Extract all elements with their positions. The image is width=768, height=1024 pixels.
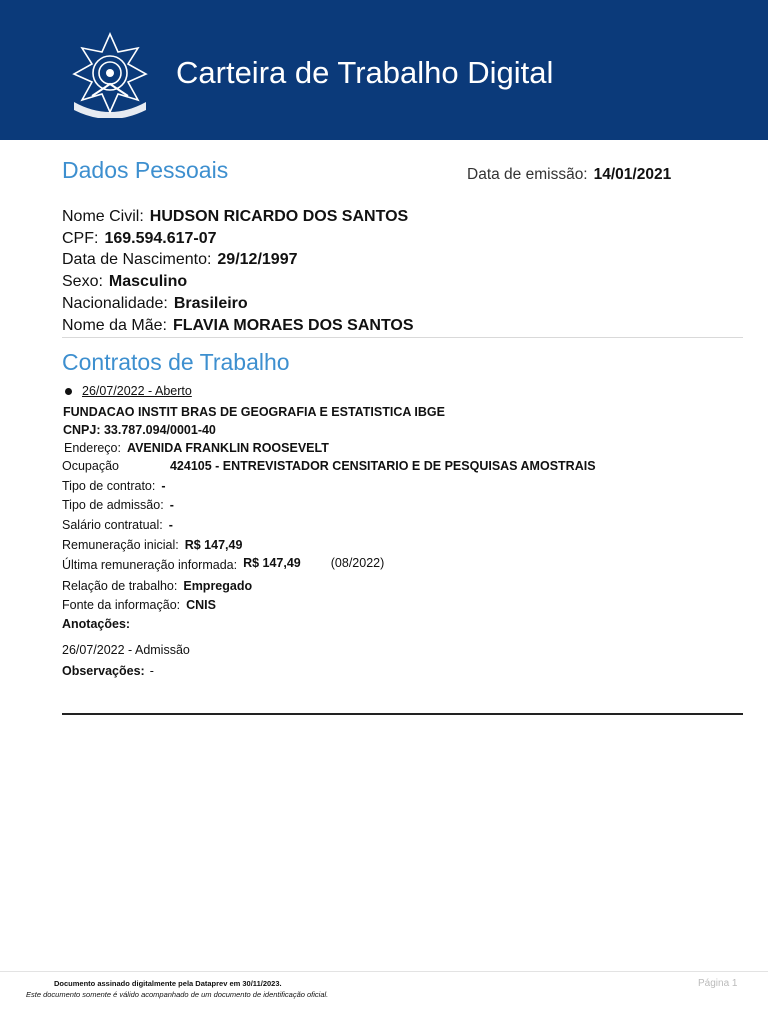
- address-label: Endereço:: [64, 441, 121, 455]
- relation-value: Empregado: [183, 579, 253, 593]
- contract-type-value: -: [161, 479, 166, 493]
- field-label: Nome Civil:: [62, 208, 144, 225]
- observations-label: Observações:: [62, 664, 145, 678]
- section-title-contracts: Contratos de Trabalho: [62, 349, 290, 375]
- section-divider: [62, 337, 743, 338]
- salary-value: -: [168, 518, 173, 532]
- coat-of-arms-icon: [62, 30, 158, 118]
- observations: [62, 664, 154, 678]
- field-birth-date: [62, 251, 297, 269]
- initial-pay-label: Remuneração inicial:: [62, 538, 179, 552]
- initial-pay: [62, 538, 242, 552]
- relation-label: Relação de trabalho:: [62, 579, 178, 593]
- footer-validity-note: Este documento somente é válido acompanhado de um documento de identificação oficial.: [26, 990, 329, 999]
- field-label: Nacionalidade:: [62, 295, 168, 312]
- occupation-label: Ocupação: [62, 459, 119, 473]
- contract-divider: [62, 713, 743, 715]
- last-pay-label: Última remuneração informada:: [62, 558, 238, 572]
- address-value: AVENIDA FRANKLIN ROOSEVELT: [126, 441, 329, 455]
- contract-date-status: 26/07/2022 - Aberto: [82, 384, 192, 398]
- source-label: Fonte da informação:: [62, 598, 181, 612]
- work-relation: [62, 579, 252, 593]
- field-value: 29/12/1997: [217, 251, 298, 268]
- field-sex: [62, 273, 187, 291]
- occupation-value: 424105 - ENTREVISTADOR CENSITARIO E DE PESQUISAS AMOSTRAIS: [169, 459, 596, 473]
- emission-date: [467, 166, 671, 184]
- contract-type-label: Tipo de contrato:: [62, 479, 156, 493]
- field-value: FLAVIA MORAES DOS SANTOS: [172, 317, 414, 334]
- field-value: 169.594.617-07: [104, 230, 217, 247]
- emission-date-label: Data de emissão:: [467, 166, 588, 183]
- contract-type: [62, 479, 166, 493]
- source-value: CNIS: [186, 598, 216, 612]
- page-number: Página 1: [698, 978, 738, 989]
- last-pay-period: (08/2022): [330, 556, 385, 570]
- bullet-icon: [65, 388, 72, 395]
- admission-type-label: Tipo de admissão:: [62, 498, 164, 512]
- field-label: Sexo:: [62, 273, 103, 290]
- employer-name: FUNDACAO INSTIT BRAS DE GEOGRAFIA E ESTATISTICA IBGE: [63, 405, 445, 419]
- field-label: Nome da Mãe:: [62, 317, 167, 334]
- note-item: 26/07/2022 - Admissão: [62, 643, 190, 657]
- emission-date-value: 14/01/2021: [593, 166, 672, 183]
- initial-pay-value: R$ 147,49: [184, 538, 243, 552]
- footer-signature-note: Documento assinado digitalmente pela Dataprev em 30/11/2023.: [54, 979, 282, 988]
- field-value: Masculino: [108, 273, 188, 290]
- notes-label: Anotações:: [62, 617, 131, 631]
- observations-value: -: [149, 664, 154, 678]
- employer-cnpj: CNPJ: 33.787.094/0001-40: [63, 423, 216, 437]
- information-source: [62, 598, 216, 612]
- field-cpf: [62, 230, 217, 248]
- field-label: CPF:: [62, 230, 99, 247]
- footer-divider: [0, 971, 768, 972]
- field-value: HUDSON RICARDO DOS SANTOS: [149, 208, 409, 225]
- contract-salary: [62, 518, 173, 532]
- header-banner: [0, 0, 768, 140]
- section-title-personal-data: Dados Pessoais: [62, 157, 229, 183]
- occupation: [62, 459, 596, 473]
- page-title: Carteira de Trabalho Digital: [176, 55, 554, 90]
- admission-type: [62, 498, 174, 512]
- employer-address: [64, 441, 329, 455]
- field-nationality: [62, 295, 248, 313]
- field-value: Brasileiro: [173, 295, 248, 312]
- last-pay: [62, 558, 384, 572]
- field-civil-name: [62, 208, 408, 226]
- field-mother-name: [62, 317, 414, 335]
- salary-label: Salário contratual:: [62, 518, 163, 532]
- field-label: Data de Nascimento:: [62, 251, 212, 268]
- last-pay-value: R$ 147,49: [243, 556, 301, 570]
- admission-type-value: -: [169, 498, 174, 512]
